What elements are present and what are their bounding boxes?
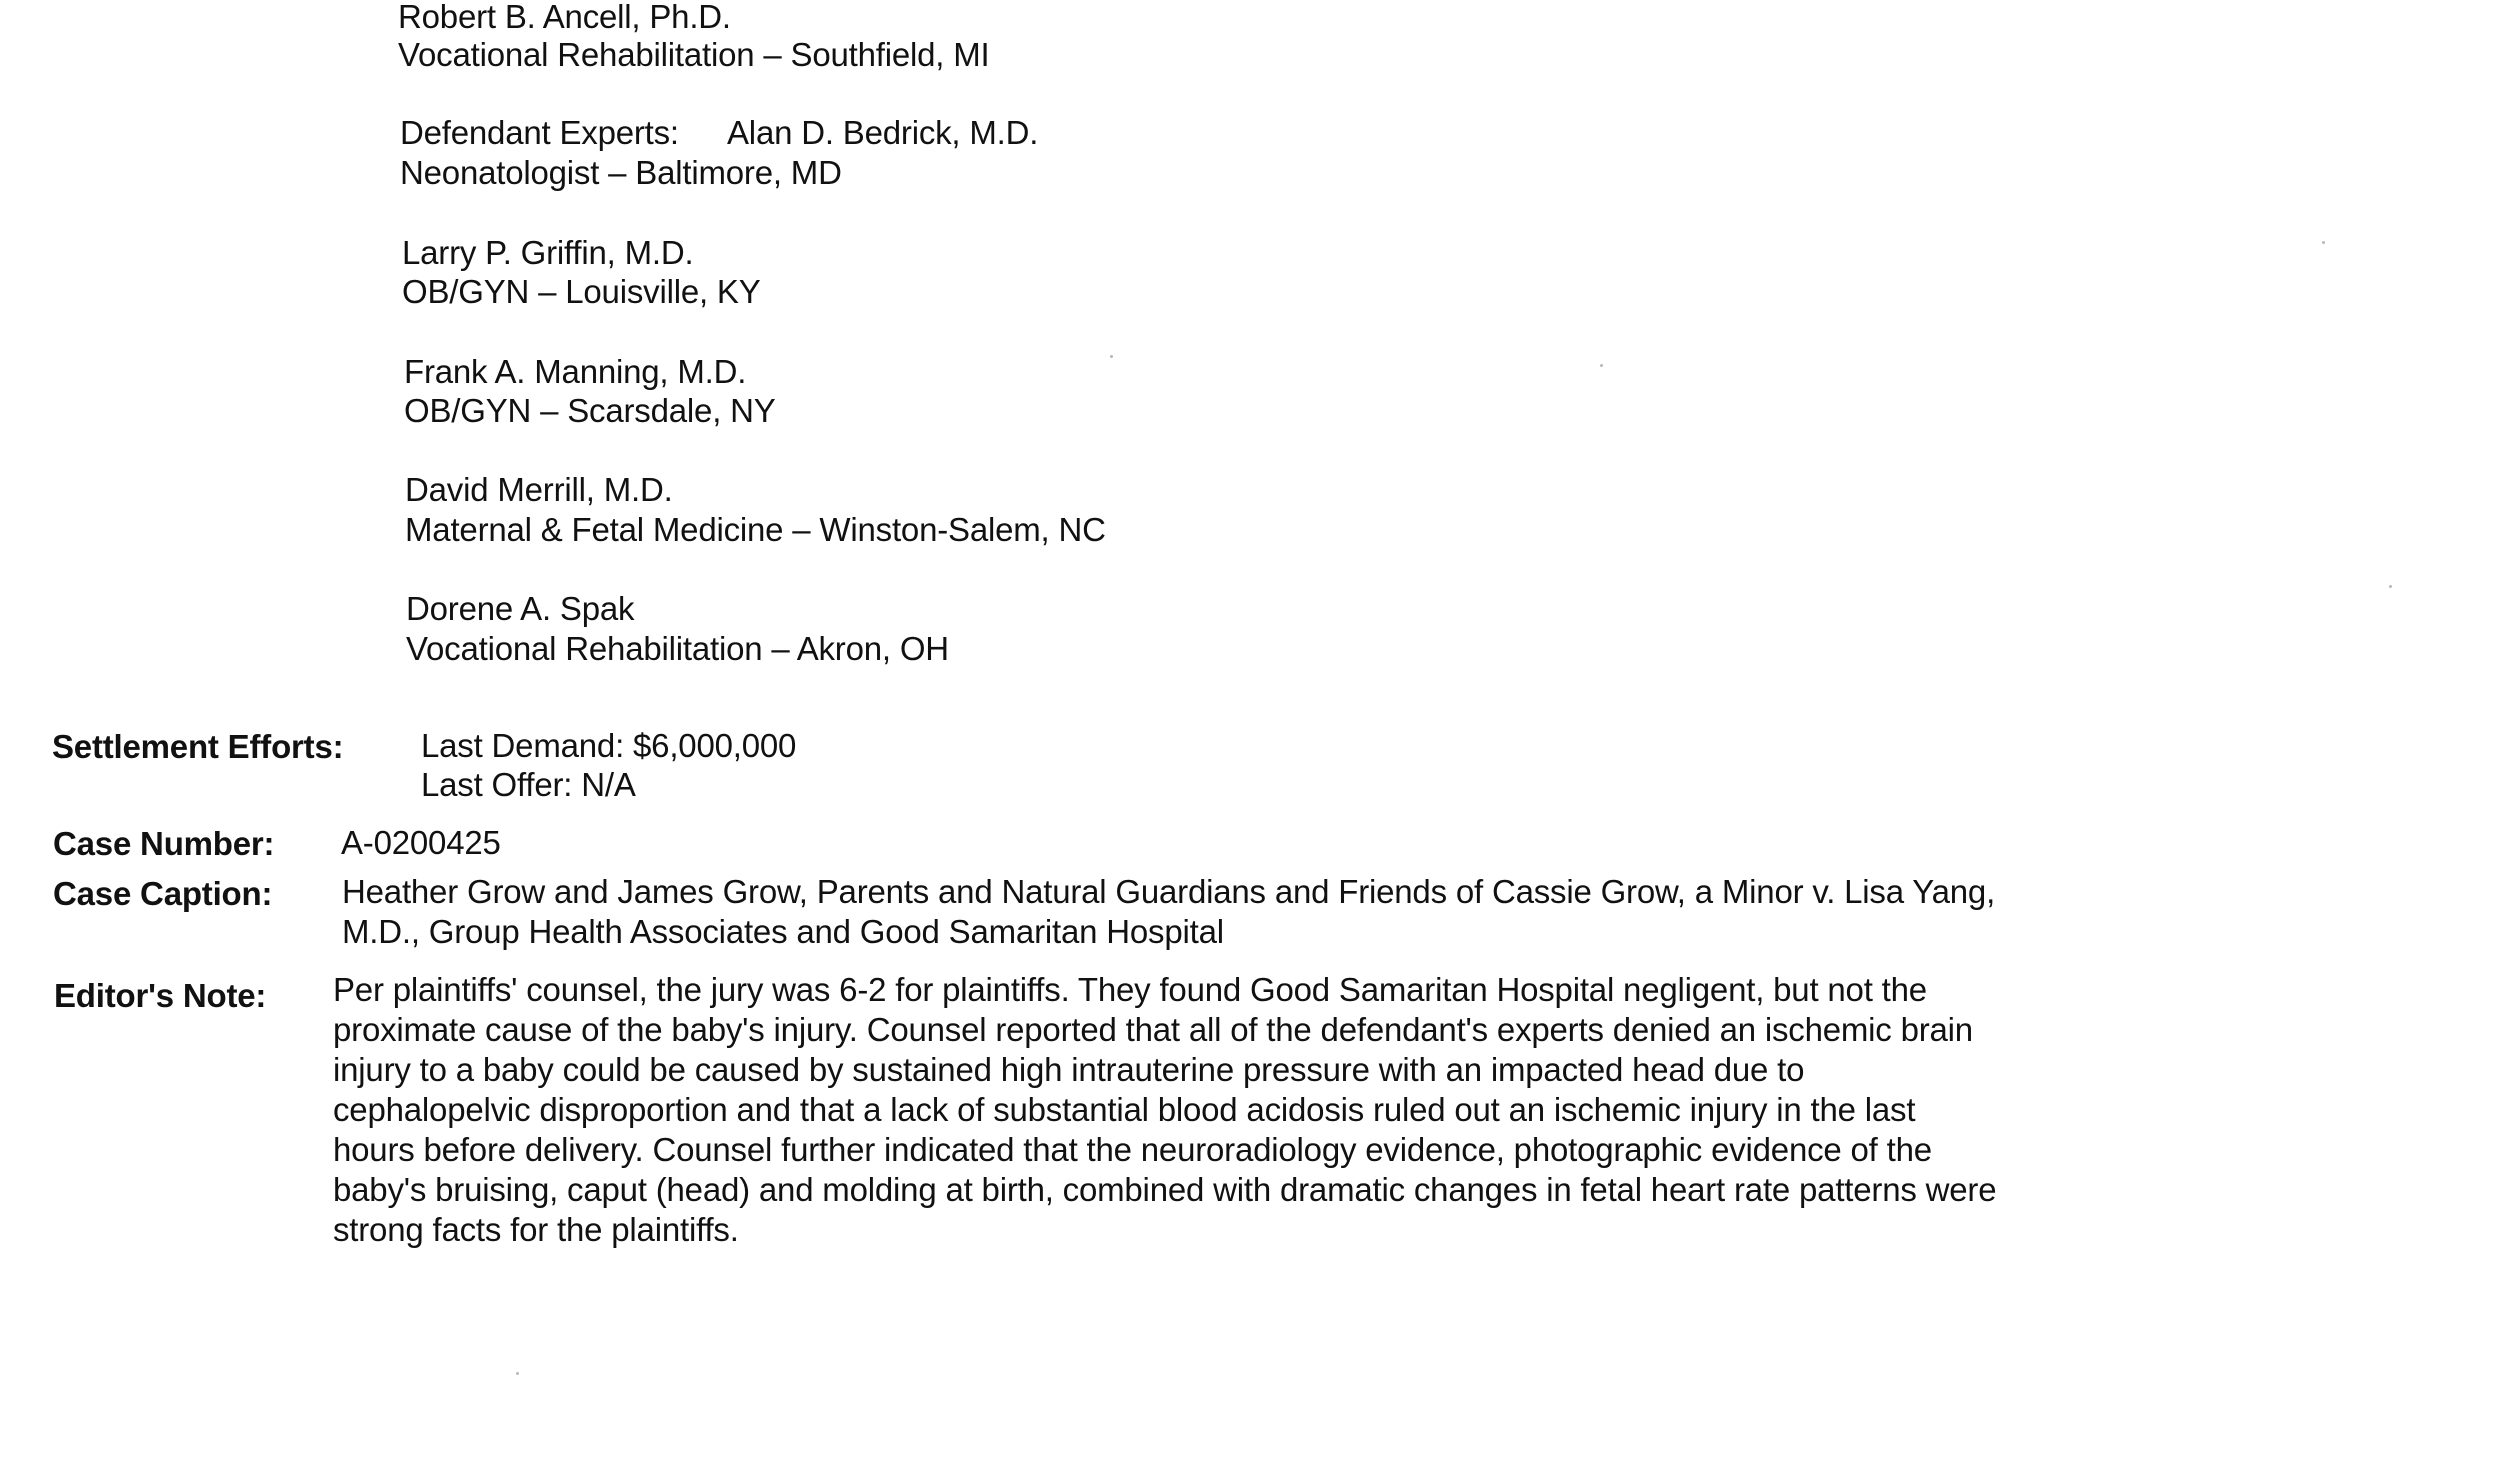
last-demand: Last Demand: $6,000,000 [421,727,797,764]
case-caption-label: Case Caption: [53,875,273,912]
case-number-value: A-0200425 [341,824,501,861]
case-caption-line: M.D., Group Health Associates and Good Samaritan Hospital [342,913,1224,950]
last-offer: Last Offer: N/A [421,766,636,803]
defendant-expert-name: Dorene A. Spak [406,590,635,627]
defendant-expert-role: Neonatologist – Baltimore, MD [400,154,842,191]
settlement-efforts-label: Settlement Efforts: [52,728,344,765]
defendant-expert-name: Alan D. Bedrick, M.D. [727,114,1039,151]
editors-note-text [333,970,1996,1250]
defendant-expert-role: Maternal & Fetal Medicine – Winston-Salem, NC [405,511,1106,548]
defendant-expert-name: Larry P. Griffin, M.D. [402,234,694,271]
defendant-expert-role: OB/GYN – Louisville, KY [402,273,761,310]
defendant-experts-label: Defendant Experts: [400,114,679,151]
case-caption-line: Heather Grow and James Grow, Parents and Natural Guardians and Friends of Cassie Grow, a Minor v. Lisa Yang, [342,873,1996,910]
defendant-expert-role: Vocational Rehabilitation – Akron, OH [406,630,949,667]
editors-note-label: Editor's Note: [54,977,267,1014]
scan-speck [2389,585,2392,588]
defendant-expert-name: David Merrill, M.D. [405,471,673,508]
editors-note-line: proximate cause of the baby's injury. Counsel reported that all of the defendant's experts denied an ischemic brain [333,1011,1973,1048]
plaintiff-expert-name: Robert B. Ancell, Ph.D. [398,0,731,35]
fax-header-fragment [0,0,10,12]
case-caption-text [342,872,1995,952]
scan-speck [1110,355,1113,358]
case-number-label: Case Number: [53,825,275,862]
defendant-expert-name: Frank A. Manning, M.D. [404,353,747,390]
editors-note-line: baby's bruising, caput (head) and molding at birth, combined with dramatic changes in fetal heart rate patterns were [333,1171,1997,1208]
editors-note-line: Per plaintiffs' counsel, the jury was 6-2 for plaintiffs. They found Good Samaritan Hospital negligent, but not the [333,971,1927,1008]
editors-note-line: cephalopelvic disproportion and that a lack of substantial blood acidosis ruled out an ischemic injury in the last [333,1091,1916,1128]
plaintiff-expert-role: Vocational Rehabilitation – Southfield, MI [398,36,990,73]
scan-speck [1600,364,1603,367]
editors-note-line: hours before delivery. Counsel further indicated that the neuroradiology evidence, photographic evidence of the [333,1131,1932,1168]
scan-speck [516,1372,519,1375]
scan-speck [2322,241,2325,244]
editors-note-line: injury to a baby could be caused by sustained high intrauterine pressure with an impacted head due to [333,1051,1805,1088]
editors-note-line: strong facts for the plaintiffs. [333,1211,739,1248]
defendant-expert-role: OB/GYN – Scarsdale, NY [404,392,776,429]
